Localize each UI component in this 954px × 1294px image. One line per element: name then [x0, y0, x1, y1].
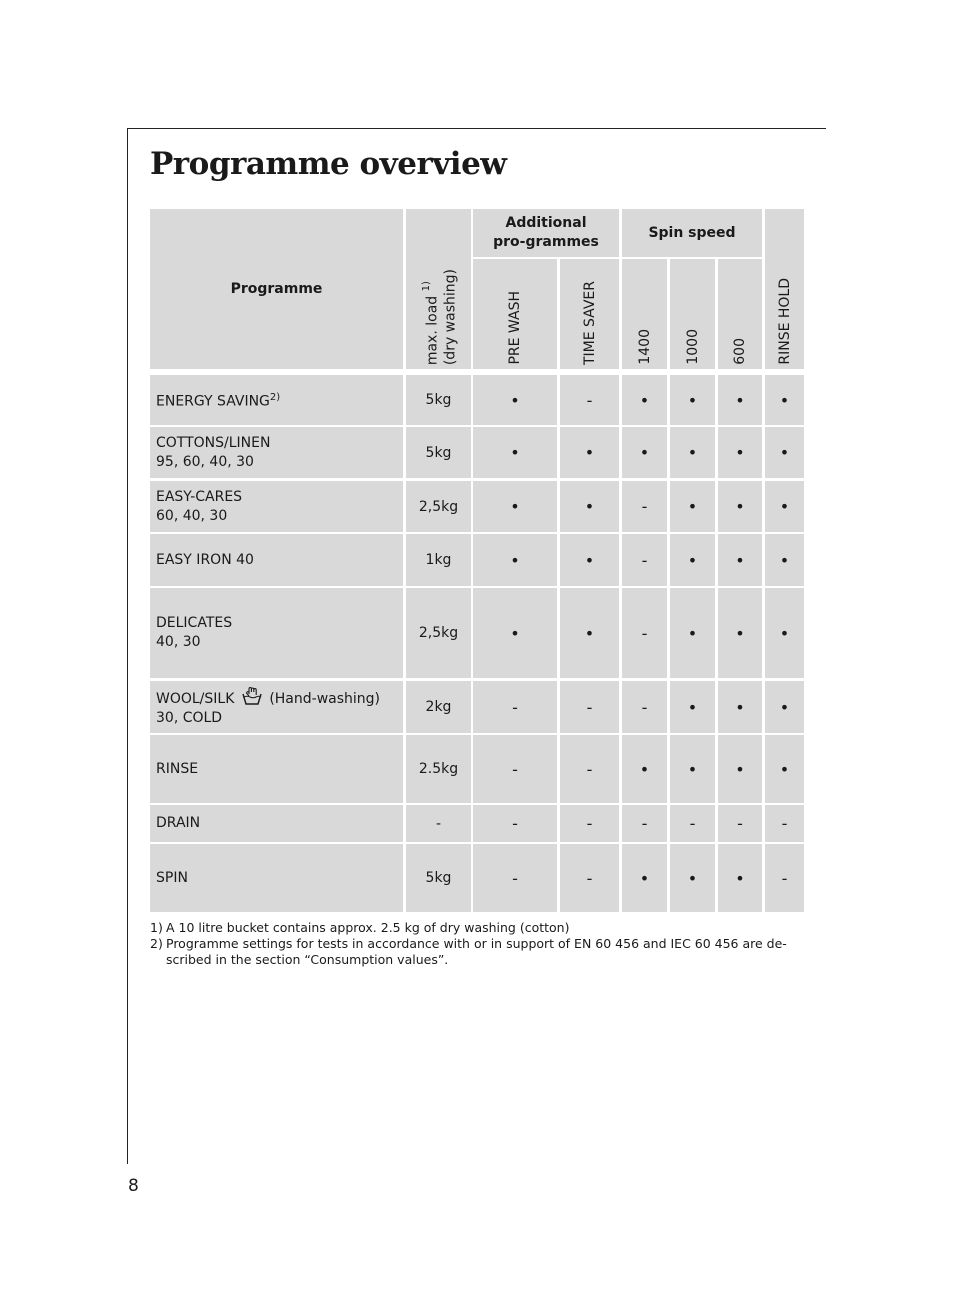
- option-rinse-hold-cell: •: [765, 534, 804, 586]
- option-spin-1000-cell: •: [670, 588, 715, 678]
- option-pre-wash-cell: •: [473, 375, 557, 425]
- option-spin-1400-cell: -: [622, 588, 667, 678]
- page-number: 8: [128, 1176, 139, 1196]
- option-pre-wash-cell: •: [473, 534, 557, 586]
- header-max-load: [406, 209, 471, 369]
- option-spin-1000-cell: •: [670, 375, 715, 425]
- footnotes: [150, 920, 810, 968]
- programme-cell: [150, 735, 403, 803]
- programme-cell: [150, 481, 403, 532]
- option-spin-1400-cell: •: [622, 844, 667, 912]
- option-rinse-hold-cell: •: [765, 735, 804, 803]
- header-spin-speed: [622, 209, 762, 257]
- option-pre-wash-cell: •: [473, 427, 557, 478]
- programme-name: DELICATES: [156, 615, 233, 631]
- option-spin-1400-cell: -: [622, 481, 667, 532]
- programme-name: EASY-CARES: [156, 488, 243, 505]
- option-rinse-hold-cell: •: [765, 375, 804, 425]
- option-pre-wash-cell: -: [473, 844, 557, 912]
- option-time-saver-cell: -: [560, 375, 619, 425]
- option-rinse-hold-cell: •: [765, 481, 804, 532]
- programme-cell: [150, 681, 403, 733]
- option-spin-1000-cell: •: [670, 681, 715, 733]
- option-time-saver-cell: -: [560, 805, 619, 842]
- option-spin-600-cell: •: [718, 844, 762, 912]
- option-rinse-hold-cell: -: [765, 805, 804, 842]
- header-spin-speed-label: Spin speed: [648, 224, 736, 241]
- option-spin-600-cell: •: [718, 375, 762, 425]
- programme-cell: [150, 844, 403, 912]
- option-time-saver-cell: •: [560, 427, 619, 478]
- max-load-cell: 5kg: [406, 427, 471, 478]
- option-spin-600-cell: •: [718, 681, 762, 733]
- header-spin-600: [718, 259, 762, 369]
- option-rinse-hold-cell: •: [765, 427, 804, 478]
- option-pre-wash-cell: •: [473, 588, 557, 678]
- header-additional-label: Additional pro-grammes: [493, 215, 599, 250]
- option-spin-1400-cell: -: [622, 534, 667, 586]
- header-spin-1400-label: 1400: [636, 329, 653, 365]
- max-load-cell: 1kg: [406, 534, 471, 586]
- programme-name: ENERGY SAVING$^{2)}$: [156, 392, 281, 410]
- footnote-2: 2) Programme settings for tests in accordance with or in support of EN 60 456 and IEC 60 456 are de-scribed in the section “Consumption values”.: [150, 936, 787, 967]
- option-time-saver-cell: •: [560, 588, 619, 678]
- option-time-saver-cell: •: [560, 534, 619, 586]
- max-load-cell: 2.5kg: [406, 735, 471, 803]
- option-spin-1000-cell: •: [670, 427, 715, 478]
- option-spin-1000-cell: •: [670, 844, 715, 912]
- option-spin-1400-cell: •: [622, 375, 667, 425]
- programme-name: EASY IRON 40: [156, 551, 254, 568]
- top-rule: [127, 128, 826, 129]
- option-pre-wash-cell: •: [473, 481, 557, 532]
- page-title: Programme overview: [150, 146, 507, 182]
- header-pre-wash: [473, 259, 557, 369]
- max-load-cell: 5kg: [406, 375, 471, 425]
- programme-cell: [150, 427, 403, 478]
- programme-temperatures: 95, 60, 40, 30: [156, 453, 254, 470]
- footnote-ref: 2): [269, 392, 281, 404]
- programme-name: WOOL/SILK (Hand-washing): [156, 686, 403, 709]
- option-pre-wash-cell: -: [473, 681, 557, 733]
- option-pre-wash-cell: -: [473, 735, 557, 803]
- header-time-saver: [560, 259, 619, 369]
- header-spin-1000-label: 1000: [684, 329, 701, 365]
- option-spin-1400-cell: -: [622, 681, 667, 733]
- option-rinse-hold-cell: -: [765, 844, 804, 912]
- programme-table: [150, 209, 804, 913]
- programme-name: COTTONS/LINEN: [156, 434, 271, 451]
- header-programme-label: Programme: [230, 280, 323, 297]
- option-spin-600-cell: -: [718, 805, 762, 842]
- header-rinse-hold-label: RINSE HOLD: [776, 278, 793, 365]
- max-load-cell: 2,5kg: [406, 588, 471, 678]
- header-time-saver-label: TIME SAVER: [581, 280, 598, 365]
- option-spin-600-cell: •: [718, 427, 762, 478]
- header-rinse-hold: [765, 209, 804, 369]
- programme-cell: [150, 588, 403, 678]
- hand-wash-tub-icon: [241, 686, 263, 706]
- programme-cell: [150, 805, 403, 842]
- header-spin-1400: [622, 259, 667, 369]
- max-load-cell: 5kg: [406, 844, 471, 912]
- programme-temperatures: 40, 30: [156, 634, 201, 650]
- option-spin-1400-cell: -: [622, 805, 667, 842]
- option-spin-1000-cell: •: [670, 481, 715, 532]
- header-spin-1000: [670, 259, 715, 369]
- option-rinse-hold-cell: •: [765, 588, 804, 678]
- option-time-saver-cell: -: [560, 735, 619, 803]
- option-spin-600-cell: •: [718, 481, 762, 532]
- max-load-cell: 2kg: [406, 681, 471, 733]
- option-spin-1000-cell: •: [670, 735, 715, 803]
- option-rinse-hold-cell: •: [765, 681, 804, 733]
- option-spin-1400-cell: •: [622, 735, 667, 803]
- programme-temperatures: 60, 40, 30: [156, 507, 228, 524]
- option-pre-wash-cell: -: [473, 805, 557, 842]
- header-programme: [150, 209, 403, 369]
- max-load-cell: 2,5kg: [406, 481, 471, 532]
- programme-temperatures: 30, COLD: [156, 710, 223, 726]
- programme-name: DRAIN: [156, 815, 201, 831]
- option-spin-600-cell: •: [718, 534, 762, 586]
- option-spin-1400-cell: •: [622, 427, 667, 478]
- programme-cell: [150, 375, 403, 425]
- programme-name: RINSE: [156, 760, 199, 777]
- header-max-load-label: max. load $^{1)}$ (dry washing): [420, 268, 459, 365]
- option-spin-600-cell: •: [718, 735, 762, 803]
- left-rule: [127, 128, 128, 1164]
- option-spin-1000-cell: -: [670, 805, 715, 842]
- programme-name: SPIN: [156, 869, 188, 886]
- option-spin-1000-cell: •: [670, 534, 715, 586]
- max-load-cell: -: [406, 805, 471, 842]
- programme-cell: [150, 534, 403, 586]
- option-spin-600-cell: •: [718, 588, 762, 678]
- option-time-saver-cell: •: [560, 481, 619, 532]
- option-time-saver-cell: -: [560, 681, 619, 733]
- option-time-saver-cell: -: [560, 844, 619, 912]
- header-spin-600-label: 600: [732, 338, 748, 365]
- footnote-1: 1) A 10 litre bucket contains approx. 2.5 kg of dry washing (cotton): [150, 920, 570, 935]
- header-additional-programmes: [473, 209, 619, 257]
- header-pre-wash-label: PRE WASH: [507, 291, 523, 365]
